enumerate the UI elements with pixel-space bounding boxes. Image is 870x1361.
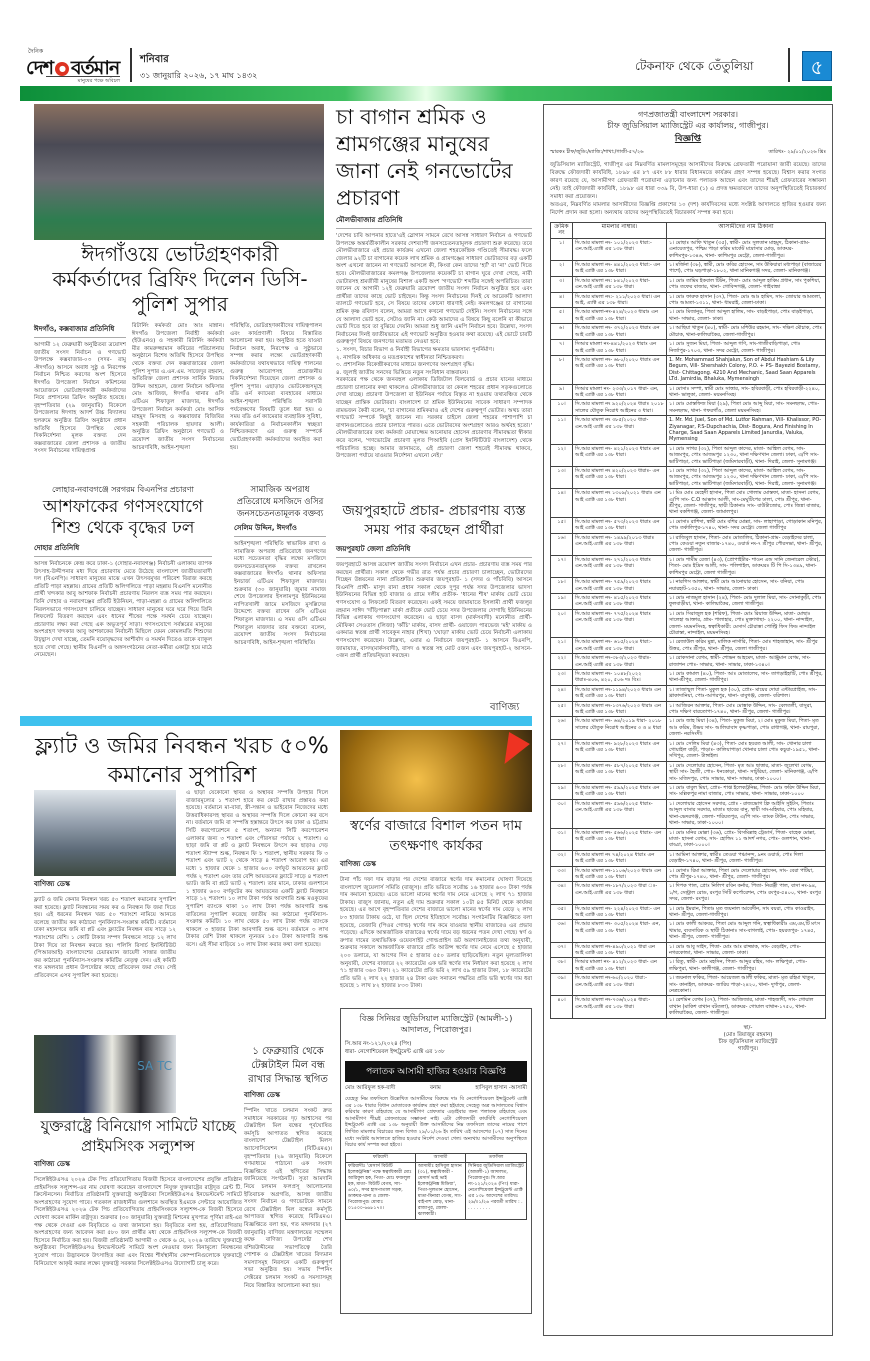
logo-prefix: দৈনিক — [28, 48, 44, 55]
cell-accused: ১। রিতু, স্বামী- মোঃ মহসিন, পিতা- আব্দুর রহিম, সাং- লক্ষিপুরা, পোঃ- লক্ষিপুরা, থানা- কালীগঞ্জ, জেলা- গাজীপুর। — [667, 958, 826, 974]
notice-para: জুডিসিয়াল ম্যাজিস্ট্রেট, গাজীপুর এর নিম্নবর্ণিত মামলাসমূহের আসামীদের বিরুদ্ধে গ্রেফতারী পরোয়ানা জারী রয়েছে। তাদের বিরুদ্ধে ফৌজদারী কার্যবিধি, ১৮৯৮ এর ৮৭ এবং ৮৮ ধারার বিধানমতে কার্যক্রম গ্রহণ সম্পন্ন হয়েছে। বিশ্বাস করার সংগত কারণ রয়েছে যে, আসামীগণ গ্রেফতারী পরোয়ানা এড়ানোর জন্য পলাতক আছেন এবং তাদের শীঘ্রই গ্রেফতারের সম্ভাবনা নেই। তাই ফৌজদারী কার্যবিধি, ১৮৯৮ এর ধারা ৩৩৯ বি, উপ-ধারা (১) এ প্রদত্ত ক্ষমতাবলে তাদের অনুপস্থিতিতেই বিচারকার্য সমাধা করা প্রয়োজন। — [550, 162, 826, 200]
article-body: ফ্ল্যাট ও জমি কেনার নিবন্ধন খরচ ৫০ শতাংশ কমানোর সুপারিশ করা হয়েছে। ফ্ল্যাট নিবন্ধনের সময় কর ও নিবন্ধন ফি জমা দিতে হয়। এই ধরনের নিবন্ধন খরচ ৫০ শতাংশে নামিয়ে আনতে বলেছে জাতীয় কর কাঠামো পুনর্বিন্যাস-সংক্রান্ত কমিটি। বর্তমানে ঢাকা মহানগরে জমি বা প্লট এবং ফ্ল্যাটের নিবন্ধন ব্যয় সাড়ে ১২ শতাংশের বেশি। ১ কোটি টাকার সম্পদ নিবন্ধনে সাড়ে ১২ লাখ টাকা দিয়ে তা নিবন্ধন করতে হয়। পলিসি রিসার্চ ইনস্টিটিউট (পিআরআই) বাংলাদেশের চেয়ারম্যান জায়েদী সাত্তার জাতীয় কর কাঠামো পুনর্বিন্যাস-সংক্রান্ত কমিটির নেতৃত্ব দেন। এই কমিটি গত মঙ্গলবার প্রধান উপদেষ্টার কাছে প্রতিবেদন জমা দেয়। সেই প্রতিবেদনে এসব সুপারিশ করা হয়েছে। — [34, 897, 176, 979]
article-body: 'দেশের চাবি আপনার হাতে'এই স্লোগান সামনে রেখে আসন্ন সাধারণ নির্বাচন ও গণভোট উপলক্ষে অন্তর্বর্তীকালীন সরকার দেশব্যাপী জনসচেতনতামূলক প্রচারণা শুরু করেছে। তবে মৌলভীবাজারে এই প্রচার কার্যক্রম এখনো জেলা শহরকেন্দ্রিক গণ্ডিতেই সীমাবদ্ধ। ফলে জেলার ৯২টি চা বাগানের কয়েক লাখ শ্রমিক ও গ্রামগঞ্জের সাধারণ ভোটারদের বড় একটি অংশ এখনো জানেন না গণভোট আসলে কী, কিংবা কেন তাদের 'হ্যাঁ' বা 'না' ভোট দিতে হবে। মৌলভীবাজারের কমলগঞ্জ উপজেলার কয়েকটি চা বাগান ঘুরে দেখা গেছে, নারী ভোটারসহ শ্রমজীবী মানুষের বিশাল একটি অংশ 'গণভোট' শব্দটির সঙ্গেই অপরিচিত। তারা জানেন যে আগামী ১২ই ফেব্রুয়ারি ত্রয়োদশ জাতীয় সংসদ নির্বাচন অনুষ্ঠিত হবে এবং প্রার্থীরা তাদের কাছে ভোট চাইছেন। কিন্তু সংসদ নির্বাচনের দিনই যে আরেকটি আলাদা ব্যালটে গণভোট হবে, সে বিষয়ে তাদের কোনো ধারণাই নেই। কমলগঞ্জের চা বাগানের শ্রমিক কৃষ্ণ রবিদাস বলেন, আমরা আগে কখনো গণভোট দেইনি। সংসদ নির্বাচনের সঙ্গে যে আলাদা ভোট হবে, সেটাও জানি না। কেউ আমাদের এ বিষয়ে কিছু বলেনি বা কীভাবে ভোট দিতে হবে তা বুঝিয়ে দেয়নি। আমরা শুধু জানি এমপি নির্বাচন হবে। উল্লেখ্য, সংসদ নির্বাচনের দিনই জাতীয়ভাবে এই গণভোট অনুষ্ঠিত হওয়ার কথা রয়েছে। এই ভোটে চারটি গুরুত্বপূর্ণ বিষয়ে জনগণের মতামত নেওয়া হবে: — [336, 233, 532, 346]
cell-case: সি.আর মামলা নং- ৫৯৬/২০২৫ ধারাঃ- এন.আই.এ্যাক্ট এর ১৩৮ ধারা। — [573, 799, 667, 828]
cell-case: সি.আর মামলা নং-১৮৭/২০২৩ ধারা ঃ- এন.আই.এ্যাক্ট এর ১৩৮ ধারা। — [573, 882, 667, 904]
office-line: চীফ জুডিসিয়াল ম্যাজিস্ট্রেট এর কার্যালয়, গাজীপুর। — [607, 121, 769, 130]
cell-n: ৮। — [551, 355, 573, 384]
cell-accused: ১। মোসাঃ রিমা আক্তার, পিতা মোঃ দেলোয়ার হোসেন, সাং- বেরা পটিয়া, পোঃ শ্রীপুর-১৭৪০, থানা- শ্রীপুর, জেলা- গাজীপুর। — [667, 866, 826, 882]
cell-accused: ১। আমিনা আক্তার, স্বামীঃ তেওয়া পঞ্চানন্দ, ৯নং ওয়ার্ড, পোঃ দিলা বেড়াইদ-১৭৪০, থানা- শ্রীপুর, জেলা- গাজীপুর। — [667, 850, 826, 866]
award-photo: SA TC — [34, 1035, 176, 1113]
schedule-table — [345, 1153, 527, 1220]
cell-case: সি.আর মামলা নং ৩৮৫/২০২০ ধারা- এন.আই এ্যাক্ট এর ১৩৮ ধারা। — [573, 416, 667, 445]
column-header: তফসিল — [466, 1153, 527, 1162]
article-body-cont: সরকারের পক্ষ থেকে জনবহুল এলাকায় ডিজিটাল বিলবোর্ড ও প্রচার যানের মাধ্যমে প্রচারণা চালানোর কথা থাকলেও মৌলভীবাজারে তা কেবল শহরের প্রধান সড়কগুলোতে দেখা যাচ্ছে। প্রচারণা উপজেলা বা ইউনিয়ন পর্যায়ে বিস্তৃত না হওয়ায় তথ্যবঞ্চিত থেকে যাচ্ছেন প্রান্তিক ভোটাররা। বাংলাদেশ চা শ্রমিক ইউনিয়নের সাবেক সাধারণ সম্পাদক রামভজন কৈরী বলেন, 'চা বাগানের শ্রমিকরাও এই দেশের গুরুত্বপূর্ণ ভোটার। অথচ তারা গণভোট সম্পর্কে কিছুই জানেন না। সরকার চাইলে জেলা শহরের পাশাপাশি চা বাগানগুলোতেও প্রচার চালাতে পারত। এতে ভোটারদের অংশগ্রহণ আরও অর্থবহ হতো।' মৌলভীবাজারের তথ্য কর্মকর্তা মোয়াজ্জেম আনোয়ার হোসেন প্রচারণার সীমাবদ্ধতা স্বীকার করে বলেন, 'গণভোটের প্রচারণা মূলত পিআইবি (প্রেস ইনস্টিটিউট বাংলাদেশ) থেকে পরিচালিত হচ্ছে। আমার জানামতে, এই প্রচারণা জেলা শহরেই সীমাবদ্ধ থাকবে, উপজেলা পর্যায়ে যাওয়ার নির্দেশনা এখনো নেই।' — [336, 377, 532, 460]
story-dohar-campaign — [34, 484, 212, 660]
cell-accused: ১। মোঃ সাগর (৩২), পিতা আব্দুল কাদের, মাতা- আঙ্কিল বেগম, সাং- আজমপুর, পোঃ আজমপুর ১২৩০, থানা দক্ষিণখান জেলা- ঢাকা, এ/পি সাং- ভাটিপাড়া, পোঃ ভাটিপাড়া (জমিদারবাড়ী), থানা- দিরাই, জেলা- সুনামগঞ্জ। — [667, 467, 826, 489]
table-row — [551, 340, 826, 356]
logo-tagline: মানুষের পক্ষে অবিচল — [46, 76, 120, 86]
table-row — [551, 324, 826, 340]
cell-case: সি.আর মামলা নং-৩৮৩/২০২৩ ধারাঃ- এন.আই এ্যাক্ট এর ১৩৮ ধারা। — [573, 654, 667, 670]
column-header: ফরিয়াদী — [346, 1153, 416, 1162]
issue-day: শনিবার — [140, 54, 169, 65]
table-row — [551, 958, 826, 974]
story-mosque-oc — [234, 484, 326, 647]
cell-n: ১৫। — [551, 517, 573, 533]
cell-n: ২। — [551, 261, 573, 277]
gazipur-court-notice — [543, 104, 833, 1336]
memo-number: স্মারকঃ চীফ/জুডি:/ম্যাজি:/শাখা:/গাজী-৫৭/২৬ — [550, 149, 644, 155]
cell-accused: ১। রোকসানা বেগম, স্বামী- শোভন আহমেদ, মাতা- আঞ্জুমান বেগম, সাং- রাজাশন পোঃ- সাভার, থানা- সাভার, ঢাকা-১৩৪০। — [667, 654, 826, 670]
cell-case: সি.আর মামলা নং:- ২১১/২০২৩ ধারা। এন আই, এ্যাক্ট এর ১৩৮ ধারা। — [573, 292, 667, 308]
gold-cart-photo — [340, 730, 532, 812]
table-row — [551, 685, 826, 701]
table-row — [551, 761, 826, 783]
cell-case: সি.আর মামলা নং- ৩৭২/২০২৩ ধারাঃ এন আই এ্যাক্ট এর ১৩৮ ধারা। — [573, 324, 667, 340]
table-row: ফরিয়াদীঃ 'মেসার্স বিউটি ইলেকট্রনিক্স' পক্ষে স্বত্বাধিকারী মোঃ আরিফুল হক, পিতা- মোঃ ফজলুল হক, মাতা- বিউটি বেগম, সাং- ৬০/১, সদর হাসপাতাল সড়ক, ডাকঘর-থানা ও জেলা- পিরোজপুর। মোবাঃ ০১৫০০-৬৬৮১৭০। আসামীঃ হাসিবুল হাসান (৩১), স্বত্বাধিকারী - মেসার্স ভাই ভাই ইলেকট্রনিক্স মিডিয়া', পিতা-সুলতান হোসেন, মাতা-মিনারা বেগম, সাং-বাইপাশ মোড়, থানা-রাজাপুর, জেলা-ঝালকাঠী। সিনিয়র জুডিসিয়াল ম্যাজিস্ট্রেট (আমলী-১) আদালত, পিরোজপুর। সি.আর নং-১২১/২০২৪ (পিং) ধারা- নেগোশিয়েবল ইন্সট্রুমেন্ট এ্যাক্ট এর ১৩৮ আদেশের তারিখঃ ২৯/০১/২৬ পরবর্তী তারিখ : . . . . . . . . . — [346, 1162, 527, 1219]
cell-accused: 1. Mr. Md. Juel, Son of Md. Lutfor Rahman, Vill- Khalissor, PO- Ziyanagar, P.S-Dupchachia, Dist- Bogura, And Finishing In Charge, Saad Saan Apparels Limited Janurdia, Valuka, Mymensing — [667, 416, 826, 445]
cell-accused: ১। মোঃ বাবুল মিয়া, প্রোঃ- শাপ্ত ইলেকট্রনিক্স, পিতা- মোঃ ফরিদ উদ্দিন মিয়া, সাং- মল্লিকপুর নামা বাজার, পোঃ সাভার, থানা- সাভার, ঢাকা-১০০০ — [667, 784, 826, 800]
cell-case: সি.আর মামলা-নং-৪২৪/২০২৩ ধারাঃ এন আই এ্যাক্ট এর ১৩৮ ধারা। — [573, 308, 667, 324]
table-row — [551, 654, 826, 670]
story6-col1 — [34, 878, 176, 981]
cell-accused: ১। মোঃ শামীম রেজা (৪৩), (প্রোপাইটার- শাওন এন্ড সানি জেনারেল স্টোর), পিতা- মোঃ ইদ্রিস আলী, সাং- পলিশাইল, ডাকঘরঃ টি পি সি-১৩৪৯, থানা- কাশিমপুর মেট্রো, জেলা গাজীপুর। — [667, 555, 826, 577]
table-row — [551, 942, 826, 958]
story-joypurhat — [336, 502, 532, 661]
cell-accused: ১। তাজাম্মুল পিতা- মুকুল হক (৩০), প্রোঃ- মায়ের দোয়া এন্টারপ্রাইজ, সাং-খ্রাকাদানিয়া, পোঃ-আগরপুর, থানা- বাবুগঞ্জ, জেলা- বরিশাল। — [667, 685, 826, 701]
cell-case: সি.আর মামলা নং ৪২০/২০২৩ ধারাঃ- এন আই এ্যাক্ট এর ১৩৮ ধারা। — [573, 467, 667, 489]
cell-n: ২৬। — [551, 717, 573, 739]
newspaper-logo[interactable]: দেশ ● বর্তমান — [26, 57, 120, 79]
article-body: স্পিনিং খাতে চলমান সংকট দ্রুত সমাধানে সরকারের দৃঢ় আশ্বাসের পর টেক্সটাইল মিল বন্ধের পূর্বঘোষিত কর্মসূচি আপাতত স্থগিত করেছে বাংলাদেশ টেক্সটাইল মিলস অ্যাসোসিয়েশন (বিটিএমএ)। বৃহস্পতিবার (২৯ জানুয়ারি) বিকেলে গণমাধ্যমে পাঠানো এক সংবাদ বিজ্ঞপ্তিতে এই স্থগিতের সিদ্ধান্ত জানিয়েছে সংগঠনটি। সুতা আমদানি নিয়ে চলমান ফলপ্রসূ আলোচনার ইতিবাচক অগ্রগতি, আসন্ন জাতীয় সংসদ নির্বাচন ও গণভোটকে সামনে রেখে টেক্সটাইল মিল বন্ধের কর্মসূচি আপাতত স্থগিত করেছে বিটিএমএ। বিজ্ঞপ্তিতে বলা হয়, গত মঙ্গলবার (২৭ জানুয়ারি) বাণিজ্য মন্ত্রণালয়ের সম্মেলন কক্ষে বাণিজ্য উপদেষ্টা শেখ বশিরউদ্দীনের সভাপতিত্বে তৈরি পোশাক ও টেক্সটাইল খাতের বিদ্যমান সমস্যাসমূহ নিরসনে একটি গুরুত্বপূর্ণ সভা অনুষ্ঠিত হয়। সভায় স্পিনিং সেক্টরের চলমান সংকট ও সমস্যাসমূহ নিয়ে বিস্তারিত আলোচনা করা হয়। — [244, 1108, 332, 1289]
cell-accused: ১। মোঃ সেলিম মিয়া (৪৩), পিতা- মোঃ হযরত আলী, সাং- খোনার চালা গোয়াইল বাড়ী, পাড়াঃ- কালিয়াপাড়া খোনার চালা পোঃ কচুয়া-১৯৫১, থানা- সখিপুর, জেলা- টাঙ্গাইল। — [667, 739, 826, 761]
table-row — [551, 555, 826, 577]
cell-n: ২৭। — [551, 739, 573, 761]
logo-emblem-icon: ● — [55, 62, 69, 76]
downward-arrow-icon — [494, 732, 530, 770]
cell-accused: ১। মোসাঃ রাশিদা, স্বামী মোঃ বশির মোল্লা, সাং- লাহাপাড়া, গোড়াকান মনিপুর, পোঃ তর্কালিপুর-১৭৪০, থানা- সদর মেট্রো। জেলা গাজীপুর — [667, 517, 826, 533]
headline[interactable]: আশফাকের গণসংযোগে শিশু থেকে বৃদ্ধের ঢল — [42, 497, 204, 538]
cell-n: ৩৩। — [551, 866, 573, 882]
cell-case: সি.আর মামলা নং- ১৪৯৯/২০১৩ ধারাঃ এন.আই.এ্যাক্ট এর ১৩৮ ধারা। — [573, 533, 667, 555]
cell-n: ৪০। — [551, 996, 573, 1018]
byline: বাণিজ্য ডেস্ক — [244, 1089, 332, 1104]
cell-n: ৩০। — [551, 799, 573, 828]
table-row — [551, 866, 826, 882]
notice-title: বিজ্ঞ সিনিয়র জুডিসিয়াল ম্যাজিস্ট্রেট (আমলী-১) আদালত, পিরোজপুর। — [359, 1014, 513, 1034]
section-divider-bar — [20, 716, 532, 726]
story-gold-price — [340, 816, 532, 991]
article-body: এ ছাড়া যেকোনো স্থাবর ও অস্থাবর সম্পত্তি উপহার দিলে বাজারমূল্যের ১ শতাংশ হারে কর কেটে রাখার প্রস্তাবও করা হয়েছে। বর্তমানে মা-বাবা, স্ত্রী-সন্তান ও ভাইবোন নিজেদের মধ্যে উত্তরাধিকারসহ স্থাবর ও অস্থাবর সম্পত্তি দিলে কোনো কর বসে না। বর্তমানে জমি বা সম্পত্তি হস্তান্তরে উৎসে কর ঢাকা ও চট্টগ্রাম সিটি করপোরেশনে ৫ শতাংশ, অন্যান্য সিটি করপোরেশন এলাকার জন্য ৩ শতাংশ এবং পৌরসভা পর্যায়ে ২ শতাংশ। এ ছাড়া জমি বা প্লট ও ফ্ল্যাট নিবন্ধনে উৎসে কর ছাড়াও দেড় শতাংশ স্ট্যাম্প শুল্ক, নিবন্ধন ফি ১ শতাংশ, স্থানীয় সরকার ফি ৩ শতাংশ এবং ভ্যাট ২ থেকে সাড়ে ৪ শতাংশ আরোপ হয়। এর মধ্যে ১ হাজার থেকে ১ হাজার ৬০০ বর্গফুট আয়তনের ফ্ল্যাট পর্যন্ত ২ শতাংশ এবং তার বেশি আয়তনের ফ্ল্যাটে সাড়ে ৪ শতাংশ ভ্যাট। জমি বা প্লটে ভ্যাট ২ শতাংশ। তার মানে, ঢাকার গুলশানে ১ হাজার ৬০০ বর্গফুটের কম আয়তনের একটি ফ্ল্যাট নিবন্ধনে সাড়ে ১২ শতাংশ। ১০ লাখ টাকা পর্যন্ত আবগারি শুল্ক মওকুফের সুপারিশ ব্যাংকে থাকা ১০ লাখ টাকা পর্যন্ত আবগারি শুল্ক বাতিলের সুপারিশ করেছে জাতীয় কর কাঠামো পুনর্বিন্যাস-সংক্রান্ত কমিটি। ১০ লাখ থেকে ৫০ লাখ টাকা পর্যন্ত ব্যাংকে থাকলে ৩ হাজার টাকা আবগারি শুল্ক বসে। বর্তমানে ৩ লাখ টাকার বেশি টাকা থাকলে ন্যূনতম ১৫০ টাকা আবগারি শুল্ক বসে। এই সীমা বাড়িয়ে ১০ লাখ টাকা করার কথা বলা হয়েছে। — [186, 790, 328, 948]
cell-n: ২২। — [551, 654, 573, 670]
table-row — [551, 669, 826, 685]
article-point: ৪. জুলাই জাতীয় সনদের ভিত্তিতে নতুন সংবিধান বাস্তবায়ন। — [336, 369, 469, 376]
cell-case: সি.আর মামলা নং- ২২৪/২০২৩ ধারা:- এন আই এ্যাক্ট এর ১৩৮ ধারা। — [573, 904, 667, 920]
cell-case: সি.আর মামলা নং- ১০৪৮/২০২২ ধারাঃ-৪০৬, ৪২০, ৫০৬ দঃ বিঃ। — [573, 669, 667, 685]
article-body: পরিস্থিতি, ভোটগ্রহণকারীদের দায়িত্বপালন এবং কার্যপ্রণালী বিষয়ে বিস্তারিত আলোচনা করা হয়। অনুষ্ঠিত হতে যাওয়া নির্বাচন অবাধ, নিরপেক্ষ ও সুষ্ঠুভাবে সম্পন্ন করার লক্ষ্যে ভোটগ্রহণকারী কর্মকর্তাদের যথাযথভাবে দায়িত্ব পালনের গুরুত্ব আরোপসহ প্রয়োজনীয় দিকনির্দেশনা দিয়েছেন জেলা প্রশাসক ও পুলিশ সুপার। এছাড়াও ভোটকেন্দ্রসমূহে বডি ওর্ন ক্যামেরা ব্যবহারের মাধ্যমে আইন-শৃঙ্খলা পরিস্থিতি সরাসরি পর্যবেক্ষণের বিষয়টি তুলে ধরা হয়। এ সময় বডি ওর্ন ক্যামেরার ব্যবহারিক সুবিধা, কার্যকারিতা ও নির্বাচনকালীন স্বচ্ছতা নিশ্চিতকরণে এর গুরুত্ব সম্পর্কে ভোটগ্রহণকারী কর্মকর্তাদের অবহিত করা হয়। — [230, 323, 322, 451]
cell-accused: ১। মোঃ মনির মোল্লা (৩৬), প্রোঃ- বিসমিল্লাহ ট্রেডার্স, পিতা- বাহেক মোল্লা, মাতা- হাসনা বেগম, সাং- হোল্ডিং ১১ আদর্শ নগর, পোঃ- গুলশান, থানা- বাড্ডা, ঢাকা-১০০০। — [667, 828, 826, 850]
article-body: সিলেক্টইউএসএ ২০২৬ টেক পিচ প্রতিযোগিতায় বিজয়ী হিসেবে বাংলাদেশের প্রযুক্তি প্রতিষ্ঠান প্রাইমসিংক সল্যুশন্স-এর নাম ঘোষণা করেছেন বাংলাদেশে নিযুক্ত যুক্তরাষ্ট্রের রাষ্ট্রদূত ব্রেন্ট টি. ক্রিস্টেনসেন। নির্বাচিত প্রতিষ্ঠানটি যুক্তরাষ্ট্রে অনুষ্ঠিতব্য সিলেক্টইউএসএ ইনভেস্টমেন্ট সামিটে অংশগ্রহণের সুযোগ পাবে। গতকাল রাজধানীর গুলশানে অবস্থিত ইএমকে সেন্টারে আয়োজিত সিলেক্টইউএসএ ২০২৬ টেক পিচ প্রতিযোগিতায় প্রাইমসিংককে সল্যুশন্স-কে বিজয়ী হিসেবে ঘোষণা করেন মার্কিন রাষ্ট্রদূত। শুক্রবার (৩০ জানুয়ারি) যুক্তরাষ্ট্র মিশনের মুখপাত্র পূর্ণিমা রাই-এর পক্ষ থেকে দেওয়া এক বিবৃতিতে এ তথ্য জানানো হয়। বিবৃতিতে বলা হয়, প্রতিযোগিতায় অংশগ্রহণের জন্য আবেদন করা ৫৮০ জন প্রার্থীর মধ্য থেকে প্রাইমসিংক সল্যুশন্স-কে বিজয়ী হিসেবে নির্বাচিত করা হয়। বিজয়ী প্রতিষ্ঠানটি আগামী ৩ থেকে ৬ মে, ২০২৬ তারিখে যুক্তরাষ্ট্রে অনুষ্ঠিতব্য সিলেক্টইউএসএ ইনভেস্টমেন্ট সামিটে অংশ নেওয়ার জন্য বিনামূল্যে নিবন্ধনের সুযোগ পাবে। উদ্ভাবনকে উৎসাহিত করা এবং বিশ্বের শীর্ষস্থানীয় কোম্পানিগুলোকে যুক্তরাষ্ট্রে বিনিয়োগে আকৃষ্ট করার লক্ষ্যে যুক্তরাষ্ট্র সরকার সিলেক্টইউএসএ উদ্যোগটি চালু করে। — [34, 1177, 242, 1267]
versus-label: বনাম — [429, 1085, 441, 1091]
pirojpur-court-notice — [340, 1008, 532, 1314]
cell-accused: ১। মোঃ ইমরান, পিতাঃ মৃত জয়নাল আবেদীন, সাং বয়রা, পোঃ কাওরাইদ, থানা- শ্রীপুর, জেলা-গাজীপুর। — [667, 904, 826, 920]
cell-accused: ১। আছিয়া খাতুন (৪০), স্বামী- মোঃ মশিউর রহমান, সাং- দক্ষিণ মৌচাক, পোঃ মৌচাক, থানা-কালিয়াকৈর, জেলা-গাজীপুর। — [667, 324, 826, 340]
cell-case: সি.আর মামলা নং ১৩০৯/২০২১ ধারাঃ এন আই এ্যাক্ট এর ১৩৮ ধারা। — [573, 489, 667, 518]
cell-n: ৭। — [551, 340, 573, 356]
cell-n: ৫। — [551, 308, 573, 324]
cell-case: সিআর মামলা নং- ৪১২/২০২৩ ধারা- এন আই এ্যাক্ট এর ১৩৮ ধারা। — [573, 958, 667, 974]
cell-n: ১৬। — [551, 533, 573, 555]
cell-accused: ১। মিঃ মোঃ মেহেদী হাসান, পিতা মোঃ গোলাম মোস্তফা, মাতা- হাসনা বেগম, এ/পি সাং- C.O আক্কাস আলী, সাং-মেঘুটিপের ঢালা, পোঃ শ্রীপুর, থানা- শ্রীপুর, জেলা- গাজীপুর, স্থায়ী ঠিকানাঃ সাং- বাউটাজোর, পোঃ জিন্না বাজার, থানা বকশিগঞ্জ, জেলা- জামালপুর। — [667, 489, 826, 518]
cell-n: ৪। — [551, 292, 573, 308]
cell-case: সিআর মামলা নং- ২৩৩/২০১৭ ধারা- এন, আই এ্যাক্ট এর ১৩৮ ধারা। — [573, 384, 667, 400]
byline: জয়পুরহাট জেলা প্রতিনিধি — [336, 543, 532, 558]
cell-n: ২৫। — [551, 701, 573, 717]
briefing-photo — [34, 104, 324, 240]
cell-accused: ১। মোঃ মোস্তফিজ মিয়া (২৯), পিতা মোঃ আব্দু মিয়া, সাং- সমনছলম, পোঃ- সমনছলম, থানা- গফরগাঁও, জেলা ময়মনসিংহ। — [667, 400, 826, 416]
cell-n: ১৪। — [551, 489, 573, 518]
article-body: টানা পাঁচ দফা দাম বাড়ার পর দেশের বাজারে স্বর্ণের দাম কমানোর ঘোষণা দিয়েছে বাংলাদেশ জুয়েলার্স সমিতি (বাজুস)। প্রতি ভরিতে সর্বোচ্চ ১৬ হাজার ৬০০ টাকা পর্যন্ত দাম কমানো হয়েছে। এতে ভালো মানের স্বর্ণের দাম নেমে এসেছে ২ লাখ ৭১ হাজার টাকায়। বাজুস জানায়, নতুন এই দাম শুক্রবার সকাল ১০টা ৪৫ মিনিট থেকে কার্যকর হয়েছে। এর আগে বৃহস্পতিবার দেশের বাজারে ভালো মানের স্বর্ণের দাম বেড়ে ২ লাখ ৮৩ হাজার টাকায় ওঠে, যা ছিল দেশের ইতিহাসে সর্বোচ্চ। সংগঠনটির বিজ্ঞপ্তিতে বলা হয়েছে, তেজাবি (পিওর গোল্ড) স্বর্ণের দাম কমে যাওয়ার স্থানীয় বাজারেও এর প্রভাব পড়েছে। এদিকে আন্তর্জাতিক বাজারেও স্বর্ণের দামে বড় ধরনের পতন দেখা গেছে। স্বর্ণ ও রুপার দামের তথ্যভিত্তিক ওয়েবসাইট গোল্ডপ্রাইস ডট অরগ্যানাইজের তথ্য অনুযায়ী, শুক্রবার সকালে আন্তর্জাতিক বাজারে প্রতি আউন্স স্বর্ণের দাম নেমে এসেছে ৫ হাজার ২০০ ডলারে, যা আগের দিন ৫ হাজার ৫৫০ ডলার ছাড়িয়েছিল। নতুন মূল্যতালিকা অনুযায়ী, দেশের বাজারে ২২ ক্যারেটের এক ভরি স্বর্ণের দাম নির্ধারণ করা হয়েছে ২ লাখ ৭১ হাজার ৩৬৩ টাকা। ২১ ক্যারেটের প্রতি ভরি ২ লাখ ৫৯ হাজার টাকা, ১৮ ক্যারেটের প্রতি ভরি ২ লাখ ২২ হাজার ২৪ টাকা এবং সনাতন পদ্ধতির প্রতি ভরি স্বর্ণের দাম ধরা হয়েছে ১ লাখ ৮২ হাজার ৮৩৩ টাকা। — [340, 877, 532, 990]
table-row — [551, 799, 826, 828]
article-body: জয়পুরহাটে আসন্ন ত্রয়োদশ জাতীয় সংসদ নির্বাচনে এখন প্রচার- প্রচারণায় ব্যস্ত সময় পার করছেন প্রার্থীরা। সকাল থেকে গভীর রাত পর্যন্ত প্রচার প্রচারণা চালাচ্ছেন, ভোটারদের দিচ্ছেন উন্নয়নের নানা প্রতিশ্রুতি। শুক্রবার জয়পুরহাট- ১ (সদর ও পাঁচবিবি) আসনে বিএনপি প্রার্থী- মাসুদ রানা প্রধান সকাল থেকে দুপুর পর্যন্ত সদর উপজেলার ভাদসা ইউনিয়নের বিভিন্ন হাট বাজার ও গ্রামে দলীয় প্রতীক- 'ধানের শীষ' মার্কায় ভোট চেয়ে গণসংযোগ ও লিফলেট বিতরণ করেছেন। একই সময়ে জামায়াতে ইসলামী প্রার্থী ফজলুর রহমান সাঈদ 'দাঁড়িপাল্লা' মার্কা প্রতীকে ভোট চেয়ে সদর উপজেলার দোগাছি ইউনিয়নের বিভিন্ন এলাকায় গণসংযোগ করেছেন। এ ছাড়া বাসদ (মার্কসবাদী) মনোনীত প্রার্থী- মৌফিকা সেওতাস (লিজা) 'কাঁচি' মার্কায়, বাসদ প্রার্থী- ওয়াজেদ পারভেজ 'মই' মার্কায় ও একমাত্র স্বতন্ত্র প্রার্থী সাবেকুন নাহার (শিখা) 'ঘোড়া' মার্কায় ভোট চেয়ে নির্বাচনী এলাকায় গণসংযোগ করেছেন। উল্লেখ্য, এবার এ নির্বাচনে জয়পুরহাট- ১ আসনে বিএনপি, জামায়াত, বাসদ(মার্কসবাদী), বাসদ ও স্বতন্ত্র সহ মোট ৫জন এবং জয়পুরহাট-২ আসনে- ৩জন প্রার্থী প্রতিদ্বন্দ্বিতা করছেন। — [336, 562, 532, 660]
cell-case: সি.আর মামলা নং- ৬৪/২০১৯ ধারা- ২০১৮ সালের যৌতুক নিরোধ আইনের ৩ ও ৪ ধারা — [573, 717, 667, 739]
cell-n: ৬। — [551, 324, 573, 340]
issue-date: ৩১ জানুয়ারি ২০২৬, ১৭ মাঘ ১৪৩২ — [140, 71, 258, 80]
table-row — [551, 638, 826, 654]
table-row — [551, 416, 826, 445]
cell-case: সি.আর মামলা নং-১৩৭৬/২০২৩ ধারাঃ এন আই এ্যাক্ট এর ১৩৮ ধারা। — [573, 701, 667, 717]
header-divider — [130, 48, 132, 82]
cell-n: ১৯। — [551, 593, 573, 609]
cell-accused: ১। মোঃ তামিম ইকবাল টিটন, পিতা- মোঃ আব্দুল হাকিম প্রধান, সাং পুকশিয়া, পোঃ তফের বাজার, থানা- গোবিন্দগঞ্জ, জেলা- গাইবান্ধা — [667, 276, 826, 292]
page-number-badge: ৫ — [802, 51, 832, 81]
cell-accused: ১। মোঃ সিরাজুল হক (শরিফ), পিতা- মোঃ রিয়াজ উদ্দিন, মাতা- মোছাঃ সালেহা আক্তার, গ্রাম- পালাহার, পোঃ মুক্তাগাছা- ২২০০, থানা- নান্দাইল, জেলা- ময়মনসিংহ, স্বত্বাধিকারী: মেসার্স চৌরাস্তা পোল্ট্রি ফিস ফিড নান্দাইল চৌরাস্তা, নান্দাইল, ময়মনসিংহ। — [667, 609, 826, 638]
article-point: ২. নাগরিক অধিকার ও মতপ্রকাশের স্বাধীনতা নিশ্চিতকরণ। — [336, 354, 464, 361]
notice-body: যেহেতু নিম্ন তফসিলে উল্লেখিত আসামীদের বিরুদ্ধে দাঃ বি নেগোশিয়েবল ইন্সট্রুমেন্ট এ্যাক্ট এর ১৩৮ ধারার বিধান মোতাবেক কার্যক্রম গ্রহণ করা হইয়াছে সেহেতু অত্র আদালতের বিশ্বাস করিবার কারণ রহিয়াছে যে আসামীগণ গ্রেফতার এড়াইবার জন্য পলাতক রহিয়াছে এবং আসামীগণ শীঘ্রই গ্রেফতারের সম্ভাবনা নাই। এটা ফৌজদারী কার্যবিধি নেগোশিয়েবল ইন্সট্রুমেন্ট এ্যাক্ট এর ১৩৮ অনুযায়ী উক্ত আসামীদের নিম্ন তফসিলে তাদের নামের পাশে লিখিত মামলার বিচারের জন্য বিগত ২৯/০১/২৬ ইং তারিখ এই আদেশের (০৭) সাত দিনের মধ্যে সংশ্লিষ্ট আদালতে হাজির হওয়ার নির্দেশ দেওয়া গেল। অন্যথায় আসামীদের অনুপস্থিতে বিচার কার্য সম্পন্ন করা হইবে। — [345, 1096, 527, 1149]
cell-case: সি.আর মামলা নং-৪৯০/২০২১ ধারা এন আই এ্যাক্ট এর ১৩৮ ধারা। — [573, 942, 667, 958]
table-row — [551, 739, 826, 761]
cell-accused: ১। মোঃ কালী আকবর, পিতা মোঃ আব্দুল গনি, স্বত্বাধিকারীঃ এম,এম,টি মৎস খামার, ব্যবসায়িক ও স্থায়ী ঠিকানাঃ সাং-বাগলাই, পোঃ- হয়রতপুর- ১৭৪৫, থানা- শ্রীপুর, জেলা- গাজীপুর। — [667, 920, 826, 942]
signature-block: স্বা/- (মোঃ রিয়াজুর রহমান) চীফ জুডিসিয়াল ম্যাজিস্ট্রেট গাজীপুর। — [718, 1024, 778, 1052]
article-body: আসন্ন নির্বাচনকে কেন্দ্র করে ঢাকা-১ (দোহার-নবাবগঞ্জ) নির্বাচনী এলাকায় ব্যাপক উৎসাহ-উদ্দীপনার মধ্য দিয়ে প্রচারণায় মেতে উঠেছে বাংলাদেশ জাতীয়তাবাদী দল (বিএনপি)। সাধারণ মানুষের মাঝে এখন উৎসবমুখর পরিবেশ বিরাজ করছে প্রতিটি পাড়া মহল্লায়। গ্রামের প্রতিটি অলিগলিতে পাড়া মহল্লায় বিএনপি মনোনীত প্রার্থী খন্দকার আবু আশফাক নির্বাচনী প্রচারণায় নিরলস ব্যস্ত সময় পার করছেন। তিনি দোহার ও নবাবগঞ্জের প্রতিটি ইউনিয়ন, পাড়া-মহল্লা ও গ্রামের অলিগলিতে নিরলসভাবে গণসংযোগ চালিয়ে যাচ্ছেন। সাধারণ মানুষের ঘরে ঘরে গিয়ে তিনি লিফলেট বিতরণ করছেন এবং ধানের শীষের পক্ষে সমর্থন চেয়ে যাচ্ছেন। প্রচারণায় লক্ষ্য করা গেছে এক অভূতপূর্ব সাড়া। গণসংযোগে সর্বস্তরের মানুষের অংশগ্রহণ খন্দকার আবু আশফাকের নির্বাচনী মিছিলে যেমন কোমলমতি শিশুদের উচ্ছ্বাস দেখা যাচ্ছে, তেমনি বয়োবৃদ্ধদের আশীর্বাদ ও সমর্থন দিতেও তাকে ব্যাকুল হতে দেখা গেছে। স্থানীয় বিএনপি ও অঙ্গসংগঠনের নেতা-কর্মীরা একাট্টা হয়ে মাঠে নেমেছেন। — [34, 561, 212, 659]
cell-n: ২১। — [551, 638, 573, 654]
cell-n: ৩৪। — [551, 882, 573, 904]
table-row — [551, 276, 826, 292]
defendant: হাসিবুল হাসান -আসামী — [475, 1085, 527, 1091]
byline: বাণিজ্য ডেস্ক — [34, 1158, 242, 1173]
table-row — [551, 355, 826, 384]
cell-n: ২৮। — [551, 761, 573, 783]
table-row — [551, 784, 826, 800]
cell-case: সিআর মামলা নং-৪৪১/২০২৩ ধারাঃ এন আই এ্যাক্ট এর ১৩৮ ধারা। — [573, 340, 667, 356]
column-header: আসামীদের নাম ঠিকানা — [667, 223, 826, 239]
cell-case: সি.আর মামলা নং ৭৪/২০২৪ ধারাঃ এন আই এ্যাক্ট এর ১৩৮ ধারা। — [573, 850, 667, 866]
cell-n: ৩৮। — [551, 958, 573, 974]
article-body: আইনশৃঙ্খলা পরিস্থিতি স্বাভাবিক রাখা ও সামাজিক অপরাধ প্রতিরোধে জনগণের মধ্যে সচেতনতা বৃদ্ধির লক্ষ্যে মসজিদে জনসচেতনতামূলক বক্তব্য রাখলেন কক্সবাজারের ঈদগাঁও থানার অফিসার ইনচার্জ এটিএম শিফাতুল মাজদার। শুক্রবার (৩০ জানুয়ারি) জুমার নামাজ শেষে উপজেলার ইসলামপুর ইউনিয়নের নাপিতখালী জামে মসজিদে মুসল্লিদের উদ্দেশ্যে বক্তব্য রাখেন ওসি এটিএম শিফাতুল মাজদার। এ সময় ওসি এটিএম শিফাতুল মাজদার তার বক্তব্যে বলেন, ত্রয়োদশ জাতীয় সংসদ নির্বাচনের আচরণবিধি, আইন-শৃঙ্খলা পরিস্থিতি। — [234, 541, 326, 646]
cases-table-body — [551, 238, 826, 1018]
story-registration-cost — [34, 732, 330, 790]
cell-n: ২৯। — [551, 784, 573, 800]
green-header-bar — [20, 86, 832, 101]
cell-n: ৩১। — [551, 828, 573, 850]
cell-case: সি.আর মামলা নং- ১০১/২০২৩ ধারা:- এন.আই.এ্যাক্ট এর ১৩৮ ধারা। — [573, 238, 667, 260]
cell-accused: ১। মোঃ সাগর (৩২), পিতা আব্দুল কাদের, মাতা- আঙ্কিল বেগম, সাং- আজমপুর, পোঃ আজমপুর ১২৩০, থানা দক্ষিণখান জেলা। ঢাকা, এ/পি সাং- ভাটিপাড়া, পোঃ ভাটিপাড়া (জমিদারবাড়ী), থানা- দিরাই, জেলা- সুনামগঞ্জ। — [667, 444, 826, 466]
byline: বাণিজ্য ডেস্ক — [34, 878, 176, 893]
cell-accused: ১। মোসাঃ সম্পা, স্বামী মোঃ সাত্তার, সাং- হবিরবাড়ী, পোঃ হবিরবাড়ী-২২৪০, থানা- ভালুকা, জেলা- ময়মনসিংহ। — [667, 384, 826, 400]
table-row — [551, 609, 826, 638]
cell-case: সি.আর মামলা নং- ৪১৫/২০২৩ ধারাঃ এন.আই এ্যাক্ট এর ১৩৮ ধারা। — [573, 593, 667, 609]
table-row — [551, 717, 826, 739]
cell-accused: ১। রাজিবুল হাসান, পিতা- মোঃ মোতালিব, ঠিকানা-গ্রাম- বেড়াইদের চালা, পোঃ কেওয়া নতুন বাজার-১৭৪০, ওয়ার্ড নং-৭ শ্রীপুর পৌরসভা, থানা- শ্রীপুর, জেলা- গাজীপুর। — [667, 533, 826, 555]
story-primesync — [34, 1116, 242, 1268]
cell-case: সি.আর মামলা নং- ৬১৫/২০২৪ ধারা:- এন.আই এ্যাক্ট এর ১৩৮ ধারা। — [573, 638, 667, 654]
cell-case: সি.আর মামলা নং- ৭৭৫/২০২৪ ধারাঃ এন.আই এ্যাক্ট এর ১৩৮ ধারা। — [573, 609, 667, 638]
table-row — [551, 882, 826, 904]
table-row — [551, 996, 826, 1018]
table-row — [551, 974, 826, 996]
byline: সেলিম উদ্দিন, ঈদগাঁও — [234, 522, 326, 537]
headline[interactable]: চা বাগান শ্রমিক ও শ্রামগঞ্জের মানুষের জানা নেই গনভোটের প্রচারণা — [336, 105, 513, 210]
table-row — [551, 850, 826, 866]
table-row — [551, 533, 826, 555]
cases-table — [550, 222, 826, 1019]
headline[interactable]: সামাজিক অপরাধ প্রতিরোধে মসজিদে ওসির জনসচেতনতামূলক বক্তব্য — [236, 485, 324, 519]
table-row — [551, 384, 826, 400]
headline[interactable]: স্বর্ণের বাজারে বিশাল পতন দাম তৎক্ষণাৎ কার্যকর — [349, 818, 522, 854]
column-header: আসামী — [415, 1153, 465, 1162]
header-divider — [788, 48, 790, 82]
notice-title: বিজ্ঞপ্তি — [674, 134, 702, 144]
table-row — [551, 261, 826, 277]
headline[interactable]: ফ্ল্যাট ও জমির নিবন্ধন খরচ ৫০% কমানোর সুপারিশ — [35, 734, 329, 788]
cell-n: ৩৬। — [551, 920, 573, 942]
table-row — [551, 292, 826, 308]
story-textile-mill — [244, 1045, 332, 1290]
cell-accused: ১। মোঃ কামাল (৪০), পিতা- আঃ মোতালেব, সাং- তাগড়াইহাটি, পোঃ শ্রীপুর, থানা-শ্রীপুর, জেলা- গাজীপুর। — [667, 669, 826, 685]
cell-case: সি.আর মামলা নং- ৪২১/২০২৩ ধারাঃ এন আই এ্যাক্ট এর ১৩৮ ধারা। — [573, 444, 667, 466]
cell-case: সি.আর মামলা নং- ৩০৫/২০২৪ ধারা- এন, আই এ্যাক্ট এর ১৩৮ ধারা। — [573, 920, 667, 942]
cell-accused: ১। মোঃ দেলোয়ার হোসেন, পিতা- মৃত আঃ ছাত্তার, মাতা- জুলেখা বেগম, স্থায়ী সাং- হৈজী, পোঃ- ধনকোড়া, থানা- সাটুরিয়া, জেলা- মানিকগঞ্জ, এ/পি সাং- মজিদপুর, পোঃ সাভার, থানা- সাভার, ঢাকা-১০০০। — [667, 761, 826, 783]
table-row — [551, 308, 826, 324]
cell-n: ২৩। — [551, 669, 573, 685]
story-eidgaon-briefing — [34, 242, 326, 456]
cell-n: ১১। — [551, 416, 573, 445]
table-row — [551, 517, 826, 533]
cell-accused: ১। মোঃ মিজানুর, পিতা আব্দুল হালিম, সাং- বাড়ইপাড়া, পোঃ বাড়ইপাড়া, থানা- সাভার, জেলা- ঢাকা। — [667, 308, 826, 324]
cell-case: সি.আর মামলা নং- ৫৬৬/২০২৫ ধারাঃ- এন আই এ্যাক্ট এর ১৩৮ ধারা। — [573, 828, 667, 850]
section-label-commerce: বাণিজ্য — [490, 702, 520, 713]
cell-case: সি.আর মামলা নং-১১০৬/২০২৩ ধারাঃ এন আই এ্যাক্ট এর ১৩৮ ধারা। — [573, 866, 667, 882]
cell-n: ৩৯। — [551, 974, 573, 996]
cell-n: ১০। — [551, 400, 573, 416]
table-row — [551, 920, 826, 942]
cell-case: সি.আর মামলা নং- ২৭১/২০২৩ ধারাঃ এন.আই এ্যাক্ট এর ১৩৮ ধারা। — [573, 555, 667, 577]
cell-accused: ১। রেশমিন বেগম (৩৭), পিতা- আজিজার, মাতা- শাহজাদী, সাং- গোয়াল বাথান (মাকিশ বাথান বটতলা), ডাকঘর- গোয়াল বাথান-১৭৫০, থানা- কালিয়াকৈর, জেলা- গাজীপুর। — [667, 996, 826, 1018]
cell-case: সি.আর মামলা নং- ৫৯৯/২০২৫ ধারাঃ এন আই এ্যাক্ট এর ১৩৮ ধারা। — [573, 784, 667, 800]
building-photo — [34, 790, 176, 876]
column-header: ক্রমিক নং — [551, 223, 573, 239]
table-row — [551, 238, 826, 260]
cell-case: সি.আর মামলা নং- ৫৭৩/২০২৩ ধারাঃ এন আই এ্যাক্ট এর ১৩৮ ধারা। — [573, 517, 667, 533]
govt-line: গণপ্রজাতন্ত্রী বাংলাদেশ সরকার। — [638, 110, 738, 119]
headline[interactable]: জয়পুরহাটে প্রচার- প্রচারণায় ব্যস্ত সময় পার করছেন প্রার্থীরা — [342, 503, 526, 538]
byline: ঈদগাঁও, কক্সবাজার প্রতিনিধি — [34, 323, 126, 338]
article-body: রিটার্নিং কর্মকর্তা মোঃ আঃ মান্নান। ঈদগাঁও উপজেলা নির্বাহী কর্মকর্তা (ইউএনও) ও সহকারী রিটার্নিং কর্মকর্তা মীর কামরুজ্জামান কবিরের পরিচালনায় অনুষ্ঠানে বিশেষ অতিথি হিসেবে উপস্থিত থেকে বক্তব্য দেন কক্সবাজারের জেলা পুলিশ সুপার এ.এন.এম. সাজেদুর রহমান, অতিরিক্ত জেলা প্রশাসক সার্বিক নিজাম উদ্দিন আহমেদ, জেলা নির্বাচন অফিসার মোঃ আজিজ, ঈদগাঁও থানার ওসি এটিএম শিফাতুল মাজদার, ঈদগাঁও উপজেলা নির্বাচন কর্মকর্তা মোঃ আসিফ মাহমুদ মিসবাহ ও কক্সবাজার বিজিবির সহকারী পরিচালক হায়দার আলী। অনুষ্ঠিত ব্রিফিং অনুষ্ঠানে গণভোট ও ত্রয়োদশ জাতীয় সংসদ নির্বাচনের আচরণবিধি, আইন-শৃঙ্খলা — [132, 323, 224, 451]
cell-case: সি.আর মামলা নং ৯২০/২০২৪ ধারাঃ ২০১৮ সালের যৌতুক নিরোধ আইনের ৩ ধারা। — [573, 400, 667, 416]
cell-case: সি.আর মামলা নং-১১৯৪/২০২৩ ধারাঃ এন আই এ্যাক্ট এর ১৩৮ ধারা। — [573, 685, 667, 701]
cell-accused: ১। দিপক পাল, প্রোঃ নিলিপ রবিন কর্নার, পিতা- নিরঞ্জী পাল, বাসা নং-৯৪, ১/গ, সেন্ট্রাল রোড, রংপুর সিটি কর্পোরেশন, পোঃ রংপুর-৫৪০০, থানা- রংপুর সদর, জেলা- রংপুর। — [667, 882, 826, 904]
notice-banner: পলাতক আসামী হাজির হওয়ার বিজ্ঞপ্তি — [345, 1061, 527, 1082]
plaintiff: মোঃ আরিফুল হক-বাদী — [345, 1085, 396, 1091]
case-number: সি.আর নং-১২১/২০২৪ (পিং) — [345, 1041, 412, 1047]
cell-case: সি.আর মামলা নং- ৭৫৯/২০২৩ ধারাঃ এন.আই এ্যাক্ট এর ১৩৮ ধারা। — [573, 578, 667, 594]
table-row — [551, 467, 826, 489]
table-row — [551, 904, 826, 920]
table-row — [551, 593, 826, 609]
article-point: ৩. প্রশাসনিক বিকেন্দ্রীকরণের মাধ্যমে জনগণের অংশগ্রহণ বৃদ্ধি। — [336, 362, 474, 369]
cell-case: সি.আর মামলা নং: ৮৪১/২০২৩ ধারা- এন.আই এ্যাক্ট এর ১৩৮ ধারা। — [573, 276, 667, 292]
table-row — [551, 489, 826, 518]
cell-case: সি.আর মামলা নং- ৬৮০/২০২০ ধারাঃ এন আই এ্যাক্ট এর ১৩৮ ধারা। — [573, 355, 667, 384]
table-row — [551, 444, 826, 466]
page-section-title: টেকনাফ থেকে তেঁতুলিয়া — [635, 59, 754, 73]
byline: মৌলভীবাজার প্রতিনিধি — [336, 214, 532, 229]
cell-accused: ১। মোঃ নাজমুল হাসান (২৪), পিতা- মোঃ দুলাল মিয়া, সাং- সোনাকুড়ী, পোঃ ফুলবাড়ীয়া, থানা- কালিয়াকৈর, জেলা গাজীপুর। — [667, 593, 826, 609]
byline: দোহার প্রতিনিধি — [34, 542, 212, 557]
cell-accused: ১। মোঃ ফারুক হাসান (৩৭), পিতা- মোঃ আঃ হামিদ, সাং- জোয়ার আমতলা, পোঃ আমতা-১৩১১, থানা- ধামরাই, জেলা-ঢাকা। — [667, 292, 826, 308]
cell-n: ৩৭। — [551, 942, 573, 958]
cell-n: ১৩। — [551, 467, 573, 489]
column-header: মামলার নাম্বার। — [573, 223, 667, 239]
table-row — [551, 400, 826, 416]
notice-para: অতএব, নিম্নবর্ণিত মামলার আসামীদের বিজ্ঞপ্তি প্রকাশের ১০ (দশ) কার্যদিবসের মধ্যে সংশ্লিষ্ট আদালতে হাজির হওয়ার জন্য নির্দেশ প্রদান করা হলো। অন্যথায় তাদের অনুপস্থিতিতেই বিচারকার্য সম্পন্ন করা হবে। — [550, 202, 826, 216]
cell-accused: ১। নারগিস আক্তার, স্বামী মোঃ আনোয়ার হোসেন, সাং- বনিয়া, পোঃ নয়ারহাট-১৩৫০, থানা- সাভার, জেলা- ঢাকা। — [667, 578, 826, 594]
cell-n: ১২। — [551, 444, 573, 466]
cell-case: সি.আর মামলা নং- ৫৮৭/২০২৫ ধারাঃ এন আই এ্যাক্ট এর ১৩৮ ধারা। — [573, 761, 667, 783]
cell-case: সি.আর মামলা নং- ৯২৮/২০২৩ ধারাঃ এন আই এ্যাক্ট এর ১৩৮ ধারা। — [573, 739, 667, 761]
cell-n: ৩৫। — [551, 904, 573, 920]
headline[interactable]: যুক্তরাষ্ট্রে বিনিয়োগ সামিটে যাচ্ছে প্রাইমসিংক সল্যুশন্স — [40, 1117, 236, 1155]
cell-n: ৩। — [551, 276, 573, 292]
cell-accused: ১। মোছাঃ আফি খাতুন (৩৫), স্বামী- মোঃ সুলতান মাহমুদ, ঠিকানা-গ্রাম- এনায়েতপুর, পশ্চিম পাড়া করিম মার্কেট মাদ্রাসার মোড়, ডাকঘর-কাশিমপুর-১৩৪৬, থানা- কাশিমপুর মেট্রো, জেলা-গাজীপুর। — [667, 238, 826, 260]
byline: বাণিজ্য ডেস্ক — [340, 858, 532, 873]
cell-accused: ১। রেজাউল করিম মুন্না, মালিক নার্সারি, পিতা- মোঃ শাহজাহান, সাং- শ্রীপুর উত্তর, পোঃ শ্রীপুর, থানা- শ্রীপুর, জেলা গাজীপুর। — [667, 638, 826, 654]
cell-accused: ১। মোঃ জাহ মিয়া (৩৪), পিতা- মুকুজ মিয়া, ২। মোঃ মুকুজ মিয়া, পিতা- মৃত আঃ করিম, উভয় সাং- আলিয়াবাদ কৃষ্ণপাড়া, পোঃ রাধাগঞ্জ, থানা- রায়পুরা, জেলা- নরসিংদী। — [667, 717, 826, 739]
masthead — [20, 46, 505, 84]
cell-case: সি.আর মামলা নং-৭৩৬/২০২৪ ধারা:- এন.আই.এ্যাক্ট এর ১৩৮ ধারা। — [573, 996, 667, 1018]
kicker: লোহার-নবাবগঞ্জে সরগরম বিএনপির প্রচারণা — [52, 485, 194, 494]
cell-accused: ১। আজিরন আক্তার, পিতা- মোঃ মোস্তাক উদ্দিন, সাং- বেলতলী, বাসুরা, পোঃ দক্ষিণ বারতোপা-১৭৪০, থানা- শ্রীপুর, জেলা- গাজীপুর। — [667, 701, 826, 717]
article-body: আগামী ১২ ফেব্রুয়ারী অনুষ্ঠিতব্য ত্রয়োদশ জাতীয় সংসদ নির্বাচন ও গণভোট উপলক্ষে কক্সবাজার-০৩ (সদর- রামু -ঈদগাঁও) আসনে অবাধ সুষ্ঠু ও নিরপেক্ষ নির্বাচন নিশ্চিত করণের অংশ হিসেবে ঈদগাঁও উপজেলা নির্বাচন কমিশনের আয়োজনে ভোটগ্রহণকারী কর্মকর্তাদের নিয়ে প্রশাসনের ব্রিফিং অনুষ্ঠিত হয়েছে। বৃহস্পতিবার (২৯ জানুয়ারি) বিকেলে উপজেলার ঈদগাহ আদর্শ উচ্চ বিদ্যালয় হলরুমে অনুষ্ঠিত ব্রিফিং অনুষ্ঠানে প্রধান অতিথি হিসেবে উপস্থিত থেকে দিকনির্দেশনা মূলক বক্তব্য দেন কক্সবাজারের জেলা প্রশাসক ও জাতীয় সংসদ নির্বাচনের দায়িত্বপ্রাপ্ত — [34, 342, 126, 455]
cell-n: ৯। — [551, 384, 573, 400]
cell-accused: ১। জয়নাল ফকির, পিতা- আয়েজল আলী ফকির, মাতা- মৃত রহিমা খাতুন, সাং- কানাইল, ডাকঘর- জারিয় পাড়া-২৪২০, থানা- দুর্গাপুর, জেলা- নেত্রকোনা। — [667, 974, 826, 996]
cell-case: সি.আর মামলা নং- ৪৪১/২০২৩ ধারা:- এন আই এ্যাক্ট এর ১৩৮ ধারা। — [573, 261, 667, 277]
cell-accused: 1. Mr. Mohammad Shahjalun, Son of Abdul Hashiam & Lily Begum, Vill- Shershakh Colony, P.O. + PS- Bayezid Bostamy, Dist- Chittagong. 4210 And Mechanic, Saad Saan Apparels LTd. Jamirdia, Bhaluka, Mymensingh — [667, 355, 826, 384]
table-row — [551, 701, 826, 717]
cell-n: ১৮। — [551, 578, 573, 594]
cell-case: সি.আর মামলা নং-৬০/২০২০ ধারা:- এন.আই.এ্যাক্ট এর ১৩৮ ধারা। — [573, 974, 667, 996]
cell-n: ২৪। — [551, 685, 573, 701]
cell-accused: ১। মর্জিনা (৩৮), স্বামী, মোঃ কবির হোসেন, সাং উকিয়ারা মধ্যপাড়া (বাজারের পাশে), পোঃ ঘড়পাড়া-১৮০২, থানা মানিকগঞ্জ সদর, জেলা- মানিকগঞ্জ। — [667, 261, 826, 277]
cell-n: ১৭। — [551, 555, 573, 577]
article-point: ১. সংসদ, বিচার বিভাগ ও নির্বাহী বিভাগের ক্ষমতার ভারসাম্য পুনর্নির্মাণ। — [336, 346, 494, 353]
cell-accused: ১। মোঃ সুজন মিয়া, পিতা- আব্দুল গণি, সাং-গাজীবাড়িপাড়া, পোঃ নির্জাপুর-১৭০৩, থানা- সদর মেট্রো, জেলা- গাজীপুর। — [667, 340, 826, 356]
cell-n: ২০। — [551, 609, 573, 638]
case-section: ধারা- নেগোশিয়েবল ইন্সট্রুমেন্ট এ্যাক্ট এর ১৩৮ — [345, 1049, 445, 1055]
notice-date: তারিখঃ- ২৯/০১/২০২৬ খ্রিঃ — [768, 149, 826, 155]
table-row — [551, 828, 826, 850]
cell-accused: ১। দেলোয়ার হোসেন সরদার, প্রোঃ - রাজভোগ ফ্রি আইসি সুইটস, পিতাঃ আব্দুল বাসার সরদার, মাতাঃ ছাবের বানু, স্থায়ী সাং-মহিষার, পোঃ মহিষার, থানা-ভেদরগঞ্জ, জেলা- শরিয়তপুর, এ/পি সাং- ব্যাংক টাউন, পোঃ সাভার, থানা- সাভার, ঢাকা-১০০০। — [667, 799, 826, 828]
cell-n: ১। — [551, 238, 573, 260]
story-tea-garden — [336, 104, 532, 461]
headline[interactable]: ঈদগাঁওয়ে ভোটগ্রহণকারী কর্মকর্তাদের ব্রিফিং দিলেন ডিসি-পুলিশ সুপার — [52, 242, 308, 316]
table-row — [551, 578, 826, 594]
cell-n: ৩২। — [551, 850, 573, 866]
cell-accused: ১। মোঃ আবু সাইদ, পিতা- মোঃ আঃ রাজ্জাক, সাং- বেড়াইদ, পোঃ- নগরকোন্ডা, থানা- সাভার, জেলা- ঢাকা। — [667, 942, 826, 958]
headline[interactable]: ১ ফেব্রুয়ারি থেকে টেক্সটাইল মিল বন্ধ রাখার সিদ্ধান্ত স্থগিত — [248, 1046, 328, 1085]
